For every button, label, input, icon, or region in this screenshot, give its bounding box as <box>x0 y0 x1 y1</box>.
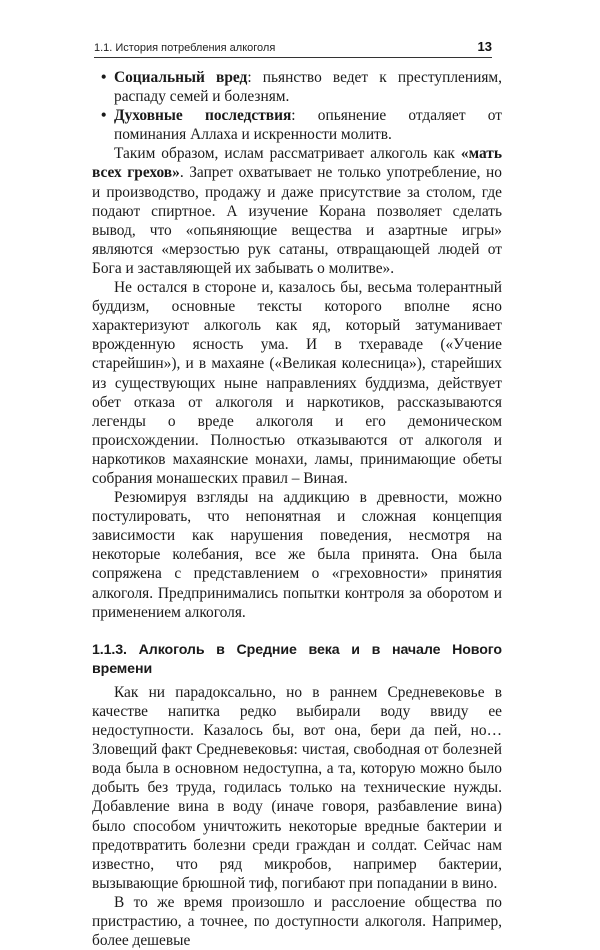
page-number: 13 <box>477 39 492 54</box>
section-heading: 1.1.3. Алкоголь в Средние века и в начале Нового времени <box>92 641 502 677</box>
running-header <box>94 34 492 58</box>
bullet-list <box>92 68 502 144</box>
paragraph-buddhism: Не остался в стороне и, казалось бы, весьма толерантный буддизм, основные тексты которого вполне ясно характеризуют алкоголь как яд, который затуманивает врожденную ясность ума. И в тхераваде («Учение старейшин»), и в махаяне («Великая колесница»), старейших из существующих ныне направлениях буддизма, действует обет отказа от алкоголя и наркотиков, рассказываются легенды о вреде алкоголя и его демоническом происхождении. Полностью отказываются от алкоголя и наркотиков махаянские монахи, ламы, принимающие обеты собрания монашеских правил – Виная. <box>92 279 502 487</box>
paragraph-islam <box>92 144 502 278</box>
bullet-item-spiritual <box>92 106 502 144</box>
paragraph-stratification: В то же время произошло и расслоение общества по пристрастию, а точнее, по доступности алкоголя. Например, более дешевые <box>92 893 502 950</box>
bullet-term: Духовные последствия <box>114 107 292 125</box>
bullet-term: Социальный вред <box>114 69 248 86</box>
emphasis-text: «мать всех грехов» <box>92 145 502 182</box>
body-text <box>92 68 502 950</box>
bullet-icon: • <box>101 107 107 125</box>
paragraph-text: Таким образом, ислам рассматривает алкоголь как <box>114 145 461 163</box>
bullet-text: : опьянение отдаляет от поминания Аллаха и искренности молитв. <box>114 107 502 144</box>
paragraph-middle-ages: Как ни парадоксально, но в раннем Средневековье в качестве напитка редко выбирали воду ввиду ее недоступности. Казалось бы, вот она, бери да пей, но… Зловещий факт Средневековья: чистая, свободная от болезней вода была в основном недоступна, а та, которую можно было добыть без труда, годилась только на технические нужды. Добавление вина в воду (иначе говоря, разбавление вина) было способом уничтожить некоторые вредные бактерии и предотвратить болезни среди граждан и солдат. Сейчас нам известно, что ряд микробов, например бактерии, вызывающие брюшной тиф, погибают при попадании в вино. <box>92 683 502 892</box>
bullet-text: : пьянство ведет к преступлениям, распаду семей и болезням. <box>114 69 502 106</box>
bullet-icon: • <box>101 69 107 86</box>
running-title: 1.1. История потребления алкоголя <box>94 42 276 54</box>
paragraph-text: . Запрет охватывает не только употребление, но и производство, продажу и даже присутствие за столом, где подают спиртное. А изучение Корана позволяет сделать вывод, что «опьяняющие вещества и азартные игры» являются «мерзостью рук сатаны, отвращающей людей от Бога и заставляющей их забывать о молитве». <box>92 164 502 277</box>
bullet-item-social-harm <box>92 68 502 106</box>
paragraph-summary: Резюмируя взгляды на аддикцию в древности, можно постулировать, что непонятная и сложная концепция зависимости как нарушения поведения, несмотря на некоторые колебания, все же была принята. Она была сопряжена с представлением о «греховности» принятия алкоголя. Предпринимались попытки контроля за оборотом и применением алкоголя. <box>92 489 502 621</box>
